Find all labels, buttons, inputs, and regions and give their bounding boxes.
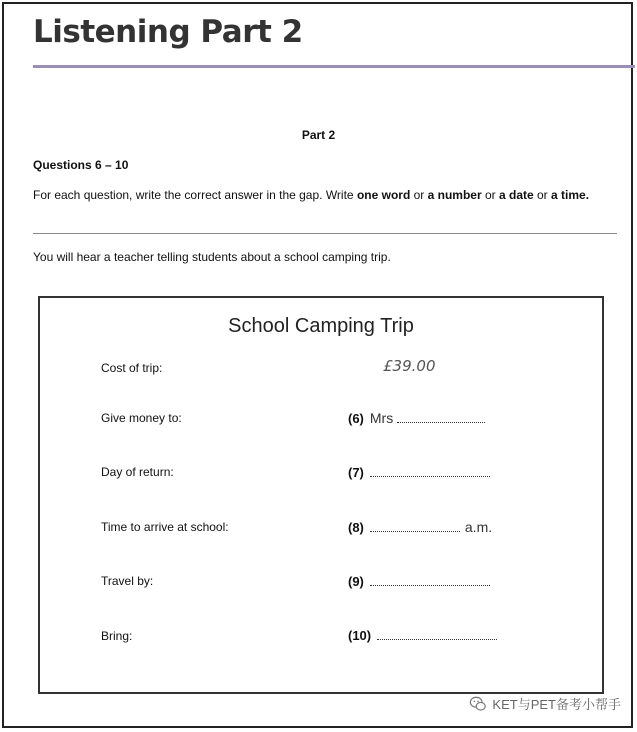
page-title: Listening Part 2 bbox=[33, 14, 303, 50]
instructions bbox=[33, 188, 613, 203]
section-divider bbox=[33, 233, 617, 234]
watermark bbox=[469, 694, 621, 713]
answer-row-6 bbox=[348, 410, 485, 426]
notes-row-label: Give money to: bbox=[101, 411, 182, 425]
answer-prefix: Mrs bbox=[369, 410, 394, 426]
notes-box bbox=[38, 296, 604, 694]
question-number: (8) bbox=[348, 520, 364, 535]
watermark-text: KET与PET备考小帮手 bbox=[492, 697, 621, 712]
part-heading: Part 2 bbox=[301, 128, 336, 142]
answer-suffix: a.m. bbox=[464, 519, 493, 535]
notes-row-label: Time to arrive at school: bbox=[101, 520, 229, 534]
answer-gap-9[interactable] bbox=[370, 576, 490, 586]
instructions-text: For each question, write the correct answer in the gap. Write bbox=[33, 188, 357, 202]
instructions-emphasis: one word bbox=[356, 188, 411, 202]
wechat-icon bbox=[469, 695, 487, 713]
answer-row-9 bbox=[348, 574, 490, 589]
example-answer bbox=[383, 357, 436, 375]
answer-row-7 bbox=[348, 465, 490, 480]
example-answer-text: £39.00 bbox=[383, 357, 436, 375]
question-number: (10) bbox=[348, 628, 372, 643]
instructions-emphasis: a time. bbox=[551, 188, 590, 202]
instructions-emphasis: a date bbox=[498, 188, 534, 202]
instructions-text: or bbox=[533, 188, 552, 202]
notes-row-label: Day of return: bbox=[101, 465, 174, 479]
notes-row-label: Travel by: bbox=[101, 574, 154, 588]
answer-gap-10[interactable] bbox=[377, 630, 497, 640]
instructions-text: or bbox=[410, 188, 428, 202]
notes-title: School Camping Trip bbox=[228, 315, 414, 337]
notes-row-label: Cost of trip: bbox=[101, 361, 163, 375]
answer-gap-7[interactable] bbox=[370, 467, 490, 477]
answer-gap-8[interactable] bbox=[370, 522, 460, 532]
answer-row-8 bbox=[348, 519, 492, 535]
answer-gap-6[interactable] bbox=[397, 413, 485, 423]
question-number: (6) bbox=[348, 411, 364, 426]
instructions-emphasis: a number bbox=[427, 188, 482, 202]
answer-row-10 bbox=[348, 628, 497, 643]
listening-intro: You will hear a teacher telling students about a school camping trip. bbox=[33, 250, 391, 264]
title-underline bbox=[33, 65, 635, 68]
question-number: (9) bbox=[348, 574, 364, 589]
notes-row-label: Bring: bbox=[101, 629, 133, 643]
question-number: (7) bbox=[348, 465, 364, 480]
instructions-text: or bbox=[481, 188, 499, 202]
questions-range: Questions 6 – 10 bbox=[33, 158, 129, 172]
